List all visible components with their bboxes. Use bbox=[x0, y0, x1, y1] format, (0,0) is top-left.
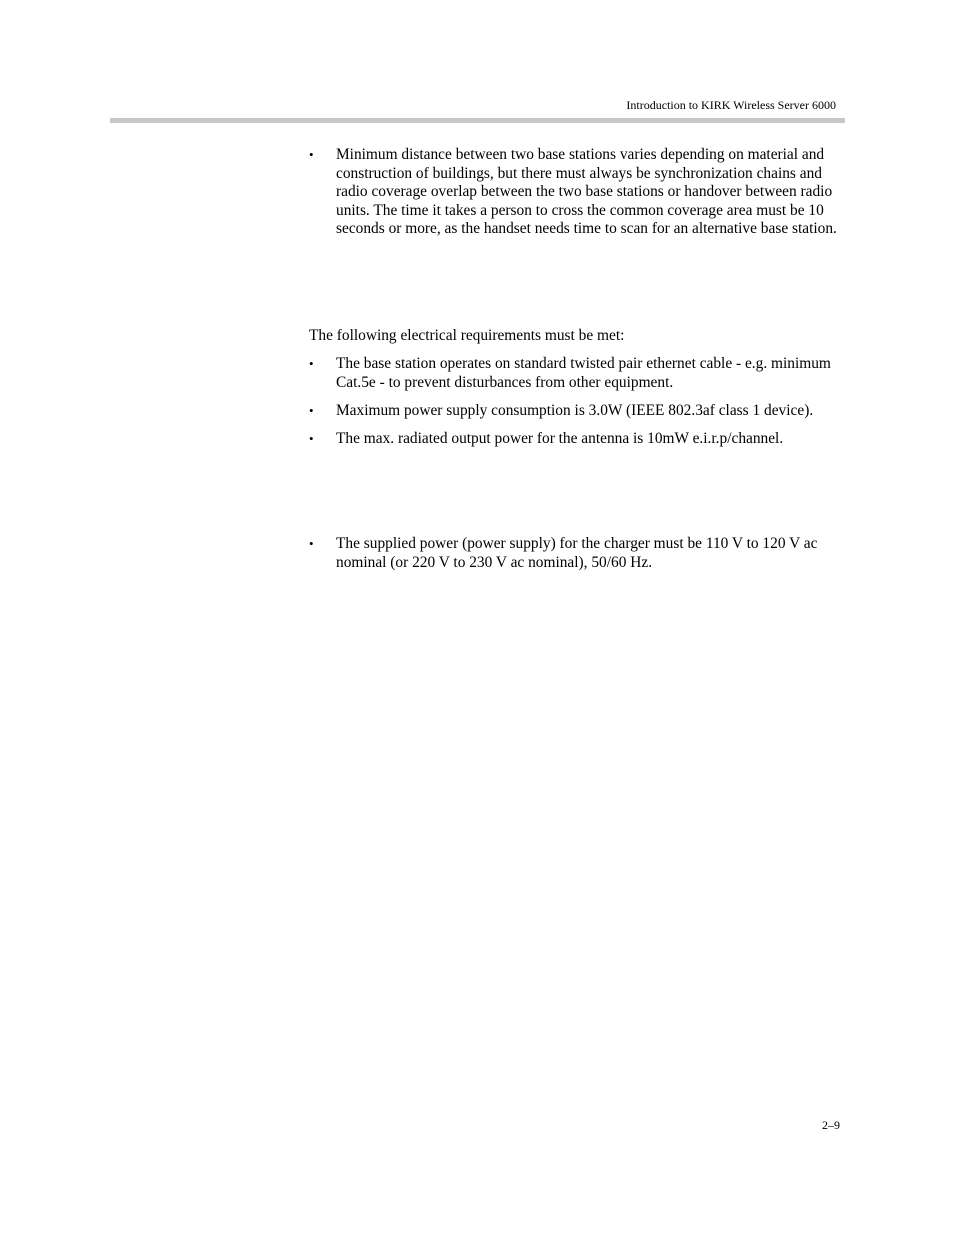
list-item-text: Maximum power supply consumption is 3.0W (IEEE 802.3af class 1 device). bbox=[336, 401, 814, 419]
list-item-text: The supplied power (power supply) for the charger must be 110 V to 120 V ac nominal (or 220 V to 230 V ac nominal), 50/60 Hz. bbox=[336, 535, 818, 571]
bullet-icon: • bbox=[309, 356, 314, 371]
bullet-icon: • bbox=[309, 147, 314, 162]
charger-bullet-list bbox=[309, 535, 845, 572]
list-item bbox=[309, 355, 845, 392]
electrical-intro-text: The following electrical requirements must be met: bbox=[309, 327, 625, 344]
electrical-bullet-list bbox=[309, 355, 845, 448]
list-item-text: Minimum distance between two base stations varies depending on material and construction of buildings, but there must always be synchronization chains and radio coverage overlap between the two base stations or handover between radio units. The time it takes a person to cross the common coverage area must be 10 seconds or more, as the handset needs time to scan for an alternative base station. bbox=[336, 146, 837, 238]
page-number: 2–9 bbox=[822, 1118, 840, 1132]
list-item bbox=[309, 535, 845, 572]
electrical-intro bbox=[309, 327, 845, 346]
header-rule bbox=[110, 118, 845, 123]
bullet-icon: • bbox=[309, 430, 314, 446]
list-item bbox=[309, 430, 845, 449]
list-item-text: The base station operates on standard twisted pair ethernet cable - e.g. minimum Cat.5e - to prevent disturbances from other equipment. bbox=[336, 355, 831, 391]
distance-bullet-list bbox=[309, 146, 845, 239]
running-header: Introduction to KIRK Wireless Server 6000 bbox=[626, 98, 836, 112]
bullet-icon: • bbox=[309, 536, 314, 551]
list-item-text: The max. radiated output power for the antenna is 10mW e.i.r.p/channel. bbox=[336, 429, 784, 447]
list-item bbox=[309, 402, 845, 421]
bullet-icon: • bbox=[309, 402, 314, 418]
list-item bbox=[309, 146, 845, 239]
